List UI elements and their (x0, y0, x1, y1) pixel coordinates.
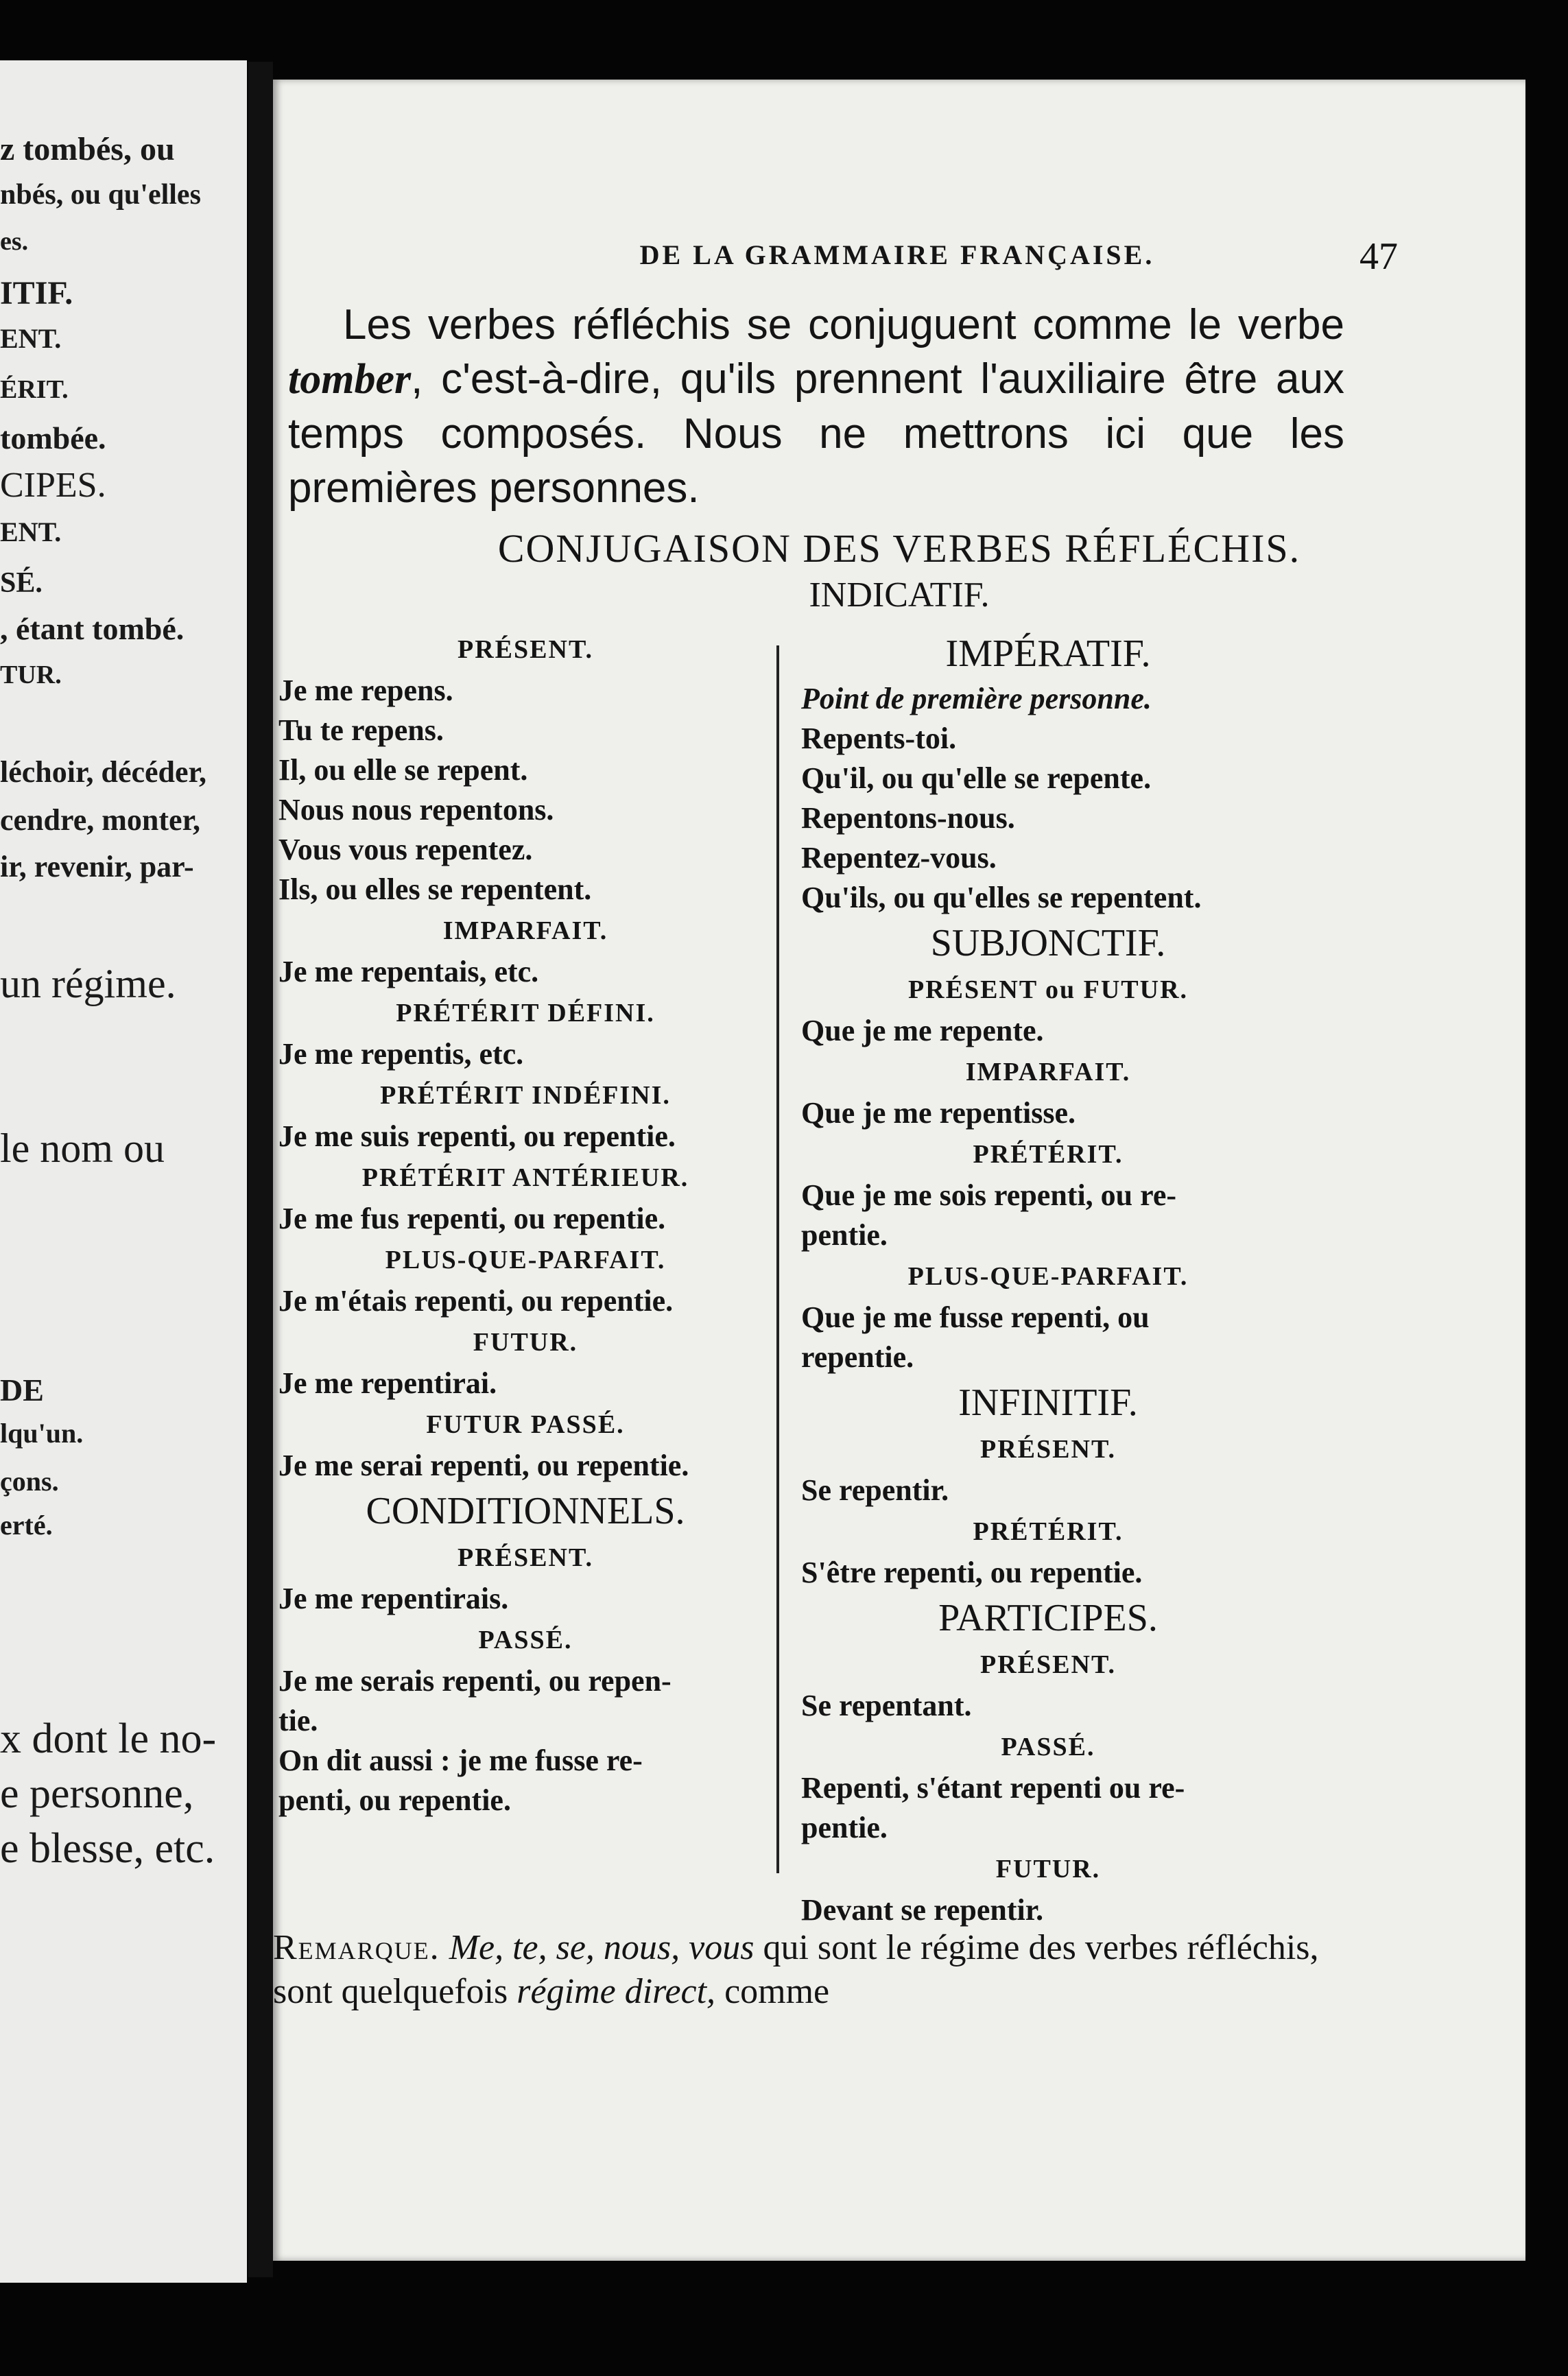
conjugation-line: Que je me repente. (801, 1014, 1044, 1047)
previous-page-text-fragment: lqu'un. (0, 1418, 84, 1449)
present-heading: PRÉSENT. (458, 635, 593, 664)
remarque-pronouns: Me, te, se, nous, vous (440, 1928, 755, 1967)
conjugation-line: Repentez-vous. (801, 841, 997, 875)
plus-que-parfait-heading: PLUS-QUE-PARFAIT. (385, 1246, 666, 1274)
previous-page-text-fragment: ir, revenir, par- (0, 850, 194, 883)
inf-preterit-heading: PRÉTÉRIT. (973, 1517, 1124, 1546)
subjonctif-heading: SUBJONCTIF. (930, 922, 1166, 964)
previous-page-text-fragment: le nom ou (0, 1126, 165, 1171)
previous-page-text-fragment: , étant tombé. (0, 611, 185, 646)
previous-page-text-fragment: ÉRIT. (0, 375, 69, 404)
previous-page-text-fragment: çons. (0, 1466, 59, 1497)
mood-title-indicatif: INDICATIF. (809, 575, 990, 615)
conjugation-line: Que je me sois repenti, ou re- (801, 1178, 1177, 1212)
inf-present-heading: PRÉSENT. (980, 1435, 1116, 1464)
previous-page-text-fragment: SÉ. (0, 567, 43, 599)
conjugation-line: repentie. (801, 1340, 914, 1374)
remarque-end: comme (715, 1972, 830, 2011)
left-column (278, 628, 772, 1820)
futur-heading: FUTUR. (473, 1328, 578, 1357)
imparfait-heading: IMPARFAIT. (442, 916, 608, 945)
right-column (801, 628, 1542, 1930)
imperatif-heading: IMPÉRATIF. (945, 632, 1151, 675)
page-number: 47 (1359, 235, 1398, 278)
futur-passe-heading: FUTUR PASSÉ. (426, 1410, 625, 1439)
previous-page-text-fragment: es. (0, 227, 29, 256)
remarque-paragraph (273, 1926, 1329, 2014)
intro-text-2: , c'est-à-dire, qu'ils prennent l'auxiliaire être aux temps composés. Nous ne mettrons ici que les premières personnes. (288, 355, 1344, 512)
conjugation-line: Que je me repentisse. (801, 1096, 1076, 1130)
previous-page-text-fragment: e blesse, etc. (0, 1825, 215, 1872)
subj-preterit-heading: PRÉTÉRIT. (973, 1140, 1124, 1169)
conjugation-line: Se repentant. (801, 1689, 972, 1722)
conditionnels-heading: CONDITIONNELS. (366, 1490, 685, 1532)
infinitif-heading: INFINITIF. (958, 1381, 1138, 1424)
previous-page-text-fragment: DE (0, 1373, 44, 1407)
conjugation-line: Devant se repentir. (801, 1893, 1044, 1927)
conjugation-line: Je me serai repenti, ou repentie. (278, 1449, 689, 1482)
previous-page-text-fragment: nbés, ou qu'elles (0, 179, 201, 211)
book-gutter (248, 62, 273, 2277)
previous-page-text-fragment: ENT. (0, 323, 62, 354)
conjugation-line: Vous vous repentez. (278, 833, 533, 866)
previous-page-text-fragment: erté. (0, 1510, 53, 1541)
intro-verb: tomber (288, 356, 412, 403)
conjugation-line: Je me repentirais. (278, 1582, 509, 1615)
conjugation-line: Il, ou elle se repent. (278, 753, 528, 787)
conjugation-line: Je me repentais, etc. (278, 955, 539, 988)
conjugation-line: Repents-toi. (801, 722, 957, 755)
previous-page-text-fragment: cendre, monter, (0, 803, 201, 837)
note-line: penti, ou repentie. (278, 1783, 511, 1817)
conjugation-line: S'être repenti, ou repentie. (801, 1556, 1143, 1589)
subj-plus-que-parfait-heading: PLUS-QUE-PARFAIT. (907, 1262, 1189, 1291)
column-divider (776, 645, 779, 1873)
part-present-heading: PRÉSENT. (980, 1650, 1116, 1679)
conjugation-line: Qu'ils, ou qu'elles se repentent. (801, 881, 1202, 914)
remarque-regime-direct: régime direct, (516, 1972, 716, 2011)
participes-heading: PARTICIPES. (938, 1597, 1158, 1639)
subj-imparfait-heading: IMPARFAIT. (965, 1058, 1131, 1086)
remarque-text: qui sont le régime des verbes réfléchis, sont quelquefois (273, 1928, 1319, 2011)
part-passe-heading: PASSÉ. (1001, 1733, 1095, 1761)
preterit-defini-heading: PRÉTÉRIT DÉFINI. (396, 999, 655, 1027)
preterit-anterieur-heading: PRÉTÉRIT ANTÉRIEUR. (361, 1163, 689, 1192)
conjugation-line: Je m'étais repenti, ou repentie. (278, 1284, 674, 1318)
imperatif-note: Point de première personne. (801, 682, 1152, 715)
book-page (273, 80, 1525, 2261)
previous-page-text-fragment: e personne, (0, 1770, 194, 1817)
previous-page-text-fragment: ENT. (0, 516, 62, 547)
intro-paragraph (288, 298, 1344, 515)
previous-page-text-fragment: un régime. (0, 961, 176, 1006)
cond-passe-heading: PASSÉ. (478, 1626, 573, 1654)
section-title: CONJUGAISON DES VERBES RÉFLÉCHIS. (497, 526, 1301, 571)
preterit-indefini-heading: PRÉTÉRIT INDÉFINI. (380, 1081, 671, 1110)
conjugation-line: Se repentir. (801, 1473, 949, 1507)
conjugation-line: Je me serais repenti, ou repen- (278, 1664, 672, 1698)
conjugation-line: Tu te repens. (278, 713, 444, 747)
conjugation-line: Qu'il, ou qu'elle se repente. (801, 761, 1152, 795)
previous-page-text-fragment: TUR. (0, 661, 62, 689)
conjugation-line: Repenti, s'étant repenti ou re- (801, 1771, 1185, 1805)
previous-page-text-fragment: tombée. (0, 420, 106, 455)
previous-page-text-fragment: léchoir, décéder, (0, 755, 207, 789)
conjugation-line: Je me suis repenti, ou repentie. (278, 1119, 676, 1153)
intro-text-1: Les verbes réfléchis se conjuguent comme le verbe (343, 301, 1344, 348)
subj-present-heading: PRÉSENT ou FUTUR. (907, 975, 1189, 1004)
part-futur-heading: FUTUR. (995, 1855, 1101, 1884)
running-title: DE LA GRAMMAIRE FRANÇAISE. (639, 239, 1155, 270)
conjugation-line: Je me repentis, etc. (278, 1037, 524, 1071)
previous-page-text-fragment: z tombés, ou (0, 131, 175, 167)
conjugation-line: Que je me fusse repenti, ou (801, 1300, 1150, 1334)
conjugation-line: pentie. (801, 1811, 888, 1844)
conjugation-line: Je me fus repenti, ou repentie. (278, 1202, 666, 1235)
remarque-label: Remarque. (273, 1928, 440, 1967)
conjugation-line: Je me repens. (278, 674, 453, 707)
previous-page-text-fragment: ITIF. (0, 275, 73, 311)
conjugation-line: tie. (278, 1704, 318, 1737)
conjugation-line: Nous nous repentons. (278, 793, 554, 827)
previous-page-fragment (0, 60, 247, 2283)
previous-page-text-fragment: CIPES. (0, 466, 106, 505)
note-line: On dit aussi : je me fusse re- (278, 1744, 643, 1777)
cond-present-heading: PRÉSENT. (458, 1543, 593, 1572)
conjugation-line: Ils, ou elles se repentent. (278, 872, 592, 906)
conjugation-line: pentie. (801, 1218, 888, 1252)
conjugation-line: Repentons-nous. (801, 801, 1015, 835)
previous-page-text-fragment: x dont le no- (0, 1715, 217, 1762)
conjugation-line: Je me repentirai. (278, 1366, 497, 1400)
